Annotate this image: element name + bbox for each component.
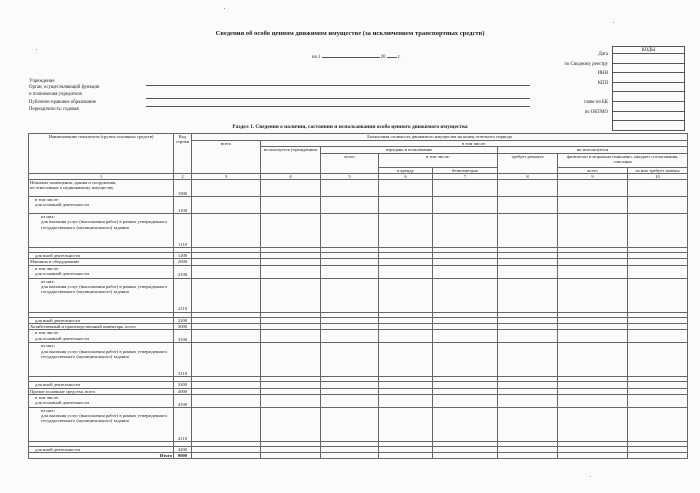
column-number: 10 — [628, 173, 688, 179]
value-cell[interactable] — [379, 394, 433, 407]
value-cell[interactable] — [558, 265, 628, 278]
value-cell[interactable] — [261, 278, 321, 312]
value-cell[interactable] — [498, 407, 558, 441]
value-cell[interactable] — [192, 214, 261, 248]
value-cell[interactable] — [498, 214, 558, 248]
value-cell[interactable] — [321, 180, 379, 197]
value-cell[interactable] — [261, 394, 321, 407]
code-label: по Сводному реестру — [564, 61, 608, 67]
row-label: из них: для оказания услуг (выполнения работ) в рамках утвержденного государственного (муниципального) задания — [29, 214, 174, 248]
header-used: используется учреждением — [261, 147, 321, 174]
row-code: 3000 — [174, 323, 192, 329]
table-row — [29, 330, 688, 343]
value-cell[interactable] — [321, 343, 379, 377]
value-cell[interactable] — [321, 265, 379, 278]
value-cell[interactable] — [628, 330, 688, 343]
value-cell[interactable] — [192, 265, 261, 278]
value-cell[interactable] — [558, 343, 628, 377]
date-day-month-field[interactable] — [322, 57, 380, 58]
header-balance-value: Балансовая стоимость движимого имущества на конец отчетного периода — [192, 134, 688, 141]
table-row — [29, 343, 688, 377]
org-field-input[interactable] — [146, 98, 530, 99]
report-date-line — [312, 56, 401, 61]
table-row — [29, 197, 688, 214]
org-field-label: Публично-правовое образование — [29, 100, 97, 105]
value-cell[interactable] — [433, 343, 498, 377]
row-code: 4000 — [174, 388, 192, 394]
table-row — [29, 453, 688, 459]
value-cell[interactable] — [379, 453, 433, 459]
value-cell[interactable] — [192, 343, 261, 377]
value-cell[interactable] — [433, 394, 498, 407]
code-cell[interactable] — [613, 54, 685, 64]
value-cell[interactable] — [192, 180, 261, 197]
codes-header: КОДЫ — [613, 47, 685, 54]
value-cell[interactable] — [433, 214, 498, 248]
value-cell[interactable] — [558, 394, 628, 407]
value-cell[interactable] — [498, 330, 558, 343]
value-cell[interactable] — [558, 330, 628, 343]
header-indicator-name: Наименование показателя (группа основных средств) — [29, 134, 174, 174]
value-cell[interactable] — [433, 407, 498, 441]
header-total: всего — [192, 141, 261, 174]
value-cell[interactable] — [321, 407, 379, 441]
row-label: для иной деятельности — [29, 253, 174, 259]
row-label: из них: для оказания услуг (выполнения работ) в рамках утвержденного государственного (муниципального) задания — [29, 278, 174, 312]
value-cell[interactable] — [628, 453, 688, 459]
value-cell[interactable] — [558, 278, 628, 312]
value-cell[interactable] — [558, 180, 628, 197]
column-number: 5 — [321, 173, 379, 179]
code-cell[interactable] — [613, 101, 685, 111]
value-cell[interactable] — [321, 394, 379, 407]
header-including: в том числе: — [261, 141, 688, 147]
column-number: 3 — [192, 173, 261, 179]
value-cell[interactable] — [628, 197, 688, 214]
value-cell[interactable] — [498, 278, 558, 312]
value-cell[interactable] — [379, 278, 433, 312]
value-cell[interactable] — [192, 278, 261, 312]
org-field-label: и полномочия учредителя — [29, 92, 82, 97]
table-row — [29, 265, 688, 278]
code-label: ИНН — [597, 71, 608, 77]
row-label: в том числе: для основной деятельности — [29, 197, 174, 214]
value-cell[interactable] — [558, 453, 628, 459]
code-label: КПП — [597, 80, 608, 86]
codes-table — [612, 46, 685, 131]
header-transferred: передано в пользование — [321, 147, 498, 153]
value-cell[interactable] — [558, 407, 628, 441]
row-code: 4110 — [174, 407, 192, 441]
value-cell[interactable] — [498, 265, 558, 278]
row-label: Итого — [29, 453, 174, 459]
code-cell[interactable] — [613, 92, 685, 102]
row-code: 1200 — [174, 253, 192, 259]
column-number: 8 — [498, 173, 558, 179]
value-cell[interactable] — [558, 197, 628, 214]
row-code: 2000 — [174, 259, 192, 265]
value-cell[interactable] — [261, 265, 321, 278]
row-label: Машины и оборудование — [29, 259, 174, 265]
value-cell[interactable] — [192, 197, 261, 214]
org-field-label: Периодичность: годовая — [29, 107, 79, 112]
row-label: из них: для оказания услуг (выполнения работ) в рамках утвержденного государственного (муниципального) задания — [29, 343, 174, 377]
row-code: 3100 — [174, 330, 192, 343]
form-title: Сведения об особо ценном движимом имуществе (за исключением транспортных средств) — [215, 30, 485, 37]
table-row — [29, 394, 688, 407]
date-year-field[interactable] — [387, 57, 397, 58]
value-cell[interactable] — [433, 330, 498, 343]
value-cell[interactable] — [379, 330, 433, 343]
code-label: главе по БК — [584, 100, 608, 105]
row-label: для иной деятельности — [29, 446, 174, 452]
value-cell[interactable] — [498, 343, 558, 377]
row-label: из них: для оказания услуг (выполнения работ) в рамках утвержденного государственного (муниципального) задания — [29, 407, 174, 441]
table-row — [29, 407, 688, 441]
row-label: в том числе: для основной деятельности — [29, 330, 174, 343]
value-cell[interactable] — [433, 278, 498, 312]
row-label: для иной деятельности — [29, 382, 174, 388]
value-cell[interactable] — [628, 394, 688, 407]
value-cell[interactable] — [379, 407, 433, 441]
code-label: по ОКТМО — [584, 109, 608, 115]
value-cell[interactable] — [628, 278, 688, 312]
row-label: для иной деятельности — [29, 317, 174, 323]
value-cell[interactable] — [192, 394, 261, 407]
value-cell[interactable] — [498, 180, 558, 197]
row-code: 4100 — [174, 394, 192, 407]
value-cell[interactable] — [498, 394, 558, 407]
row-label: в том числе: для основной деятельности — [29, 265, 174, 278]
code-cell[interactable] — [613, 73, 685, 83]
row-code: 2100 — [174, 265, 192, 278]
column-number: 1 — [29, 173, 174, 179]
table-row — [29, 180, 688, 197]
property-table — [28, 133, 688, 459]
header-free-use: безвозмездно — [433, 167, 498, 173]
date-year: 20 — [380, 55, 386, 60]
row-code: 3110 — [174, 343, 192, 377]
value-cell[interactable] — [433, 197, 498, 214]
org-field-input[interactable] — [146, 106, 530, 107]
row-code: 9000 — [174, 453, 192, 459]
header-transferred-total: всего — [321, 153, 379, 173]
value-cell[interactable] — [379, 214, 433, 248]
value-cell[interactable] — [321, 330, 379, 343]
value-cell[interactable] — [321, 214, 379, 248]
value-cell[interactable] — [379, 265, 433, 278]
value-cell[interactable] — [261, 330, 321, 343]
value-cell[interactable] — [321, 453, 379, 459]
row-code: 3200 — [174, 382, 192, 388]
value-cell[interactable] — [628, 180, 688, 197]
row-label: Прочие основные средства, всего — [29, 388, 174, 394]
value-cell[interactable] — [628, 343, 688, 377]
header-needs-repair: требует ремонта — [498, 153, 558, 173]
value-cell[interactable] — [498, 453, 558, 459]
date-suffix: г. — [397, 55, 401, 60]
header-transferred-including: в том числе: — [379, 153, 498, 167]
column-number: 4 — [261, 173, 321, 179]
value-cell[interactable] — [498, 197, 558, 214]
header-worn-out: физически и морально изношено, ожидает согласования, списания — [558, 153, 688, 167]
value-cell[interactable] — [192, 453, 261, 459]
row-code: 2200 — [174, 317, 192, 323]
value-cell[interactable] — [321, 278, 379, 312]
value-cell[interactable] — [261, 197, 321, 214]
value-cell[interactable] — [379, 197, 433, 214]
code-cell[interactable] — [613, 111, 685, 121]
section-title: Раздел 1. Сведения о наличии, состоянии и использовании особо ценного движимого имущества — [232, 124, 468, 130]
row-label: Нежилые помещения, здания и сооружения, не отнесенные к недвижимому имуществу — [29, 180, 174, 197]
header-needs-replacement: из них требует замены — [628, 167, 688, 173]
header-worn-total: всего — [558, 167, 628, 173]
value-cell[interactable] — [261, 453, 321, 459]
column-number: 7 — [433, 173, 498, 179]
code-cell[interactable] — [613, 82, 685, 92]
value-cell[interactable] — [433, 265, 498, 278]
value-cell[interactable] — [379, 180, 433, 197]
value-cell[interactable] — [433, 180, 498, 197]
row-code: 1110 — [174, 214, 192, 248]
code-cell[interactable] — [613, 63, 685, 73]
table-row — [29, 214, 688, 248]
value-cell[interactable] — [261, 407, 321, 441]
row-code: 1100 — [174, 197, 192, 214]
date-prefix: на 1 — [312, 55, 321, 60]
value-cell[interactable] — [321, 197, 379, 214]
value-cell[interactable] — [379, 343, 433, 377]
header-not-used: не используется — [498, 147, 688, 153]
org-field-label: Учреждение — [29, 79, 55, 84]
value-cell[interactable] — [261, 343, 321, 377]
value-cell[interactable] — [628, 407, 688, 441]
value-cell[interactable] — [628, 214, 688, 248]
table-row — [29, 278, 688, 312]
org-field-label: Орган, осуществляющий функции — [29, 85, 100, 90]
value-cell[interactable] — [192, 407, 261, 441]
value-cell[interactable] — [261, 180, 321, 197]
value-cell[interactable] — [433, 453, 498, 459]
value-cell[interactable] — [192, 330, 261, 343]
column-number: 6 — [379, 173, 433, 179]
header-row-code: Код строки — [174, 134, 192, 174]
row-code: 2110 — [174, 278, 192, 312]
value-cell[interactable] — [558, 214, 628, 248]
value-cell[interactable] — [628, 265, 688, 278]
code-label: Дата — [598, 52, 608, 57]
header-rent: в аренду — [379, 167, 433, 173]
column-number: 9 — [558, 173, 628, 179]
org-field-input[interactable] — [146, 85, 530, 86]
row-label: Хозяйственный и производственный инвентарь, всего — [29, 323, 174, 329]
row-code: 4200 — [174, 446, 192, 452]
column-number: 2 — [174, 173, 192, 179]
row-code: 1000 — [174, 180, 192, 197]
value-cell[interactable] — [261, 214, 321, 248]
row-label: в том числе: для основной деятельности — [29, 394, 174, 407]
